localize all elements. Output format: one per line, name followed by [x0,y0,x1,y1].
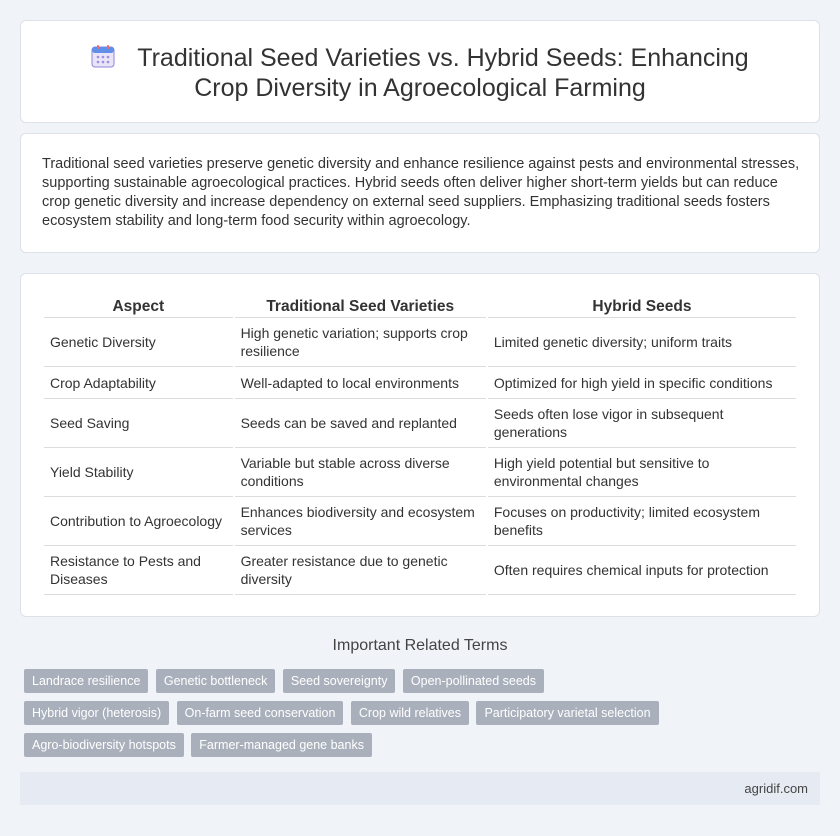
table-row [44,367,796,399]
tag-landrace-resilience[interactable]: Landrace resilience [24,669,148,693]
related-terms-list [24,669,684,765]
table-row [44,448,796,497]
table-cell: Seeds can be saved and replanted [235,399,486,448]
column-header-hybrid: Hybrid Seeds [488,296,796,318]
intro-card [20,133,820,253]
page-title-wrap [21,43,819,103]
calendar-icon [91,44,115,68]
comparison-table [42,296,798,595]
table-cell: High yield potential but sensitive to environmental changes [488,448,796,497]
table-cell: Optimized for high yield in specific conditions [488,367,796,399]
table-row [44,318,796,367]
tag-farmer-managed-gene-banks[interactable]: Farmer-managed gene banks [191,733,372,757]
tag-open-pollinated-seeds[interactable]: Open-pollinated seeds [403,669,544,693]
table-cell: Seed Saving [44,399,233,448]
tag-crop-wild-relatives[interactable]: Crop wild relatives [351,701,469,725]
intro-paragraph: Traditional seed varieties preserve genetic diversity and enhance resilience against pests and environmental stresses, supporting sustainable agroecological practices. Hybrid seeds often deliver higher short-term yields but can reduce crop genetic diversity and increase dependency on external seed suppliers. Emphasizing traditional seeds fosters ecosystem stability and long-term food security within agroecology. [42,156,800,229]
table-cell: Well-adapted to local environments [235,367,486,399]
tag-genetic-bottleneck[interactable]: Genetic bottleneck [156,669,276,693]
table-header-row [44,296,796,318]
column-header-traditional: Traditional Seed Varieties [235,296,486,318]
comparison-card [20,273,820,617]
table-row [44,399,796,448]
page-title: Traditional Seed Varieties vs. Hybrid Seeds: Enhancing Crop Diversity in Agroecological Farming [137,44,749,102]
table-row [44,497,796,546]
table-cell: Crop Adaptability [44,367,233,399]
table-row [44,546,796,595]
tag-on-farm-seed-conservation[interactable]: On-farm seed conservation [177,701,344,725]
tag-hybrid-vigor[interactable]: Hybrid vigor (heterosis) [24,701,169,725]
column-header-aspect: Aspect [44,296,233,318]
footer-site-link[interactable]: agridif.com [744,781,808,796]
table-cell: Genetic Diversity [44,318,233,367]
footer [20,772,820,805]
table-cell: Seeds often lose vigor in subsequent generations [488,399,796,448]
table-cell: Resistance to Pests and Diseases [44,546,233,595]
table-cell: Often requires chemical inputs for protection [488,546,796,595]
table-cell: Yield Stability [44,448,233,497]
related-terms-title: Important Related Terms [332,637,508,654]
table-cell: Greater resistance due to genetic diversity [235,546,486,595]
table-cell: High genetic variation; supports crop resilience [235,318,486,367]
table-cell: Contribution to Agroecology [44,497,233,546]
table-cell: Variable but stable across diverse conditions [235,448,486,497]
table-cell: Enhances biodiversity and ecosystem services [235,497,486,546]
tag-seed-sovereignty[interactable]: Seed sovereignty [283,669,396,693]
tag-agro-biodiversity-hotspots[interactable]: Agro-biodiversity hotspots [24,733,184,757]
tag-participatory-varietal-selection[interactable]: Participatory varietal selection [476,701,658,725]
table-cell: Limited genetic diversity; uniform traits [488,318,796,367]
title-card [20,20,820,123]
table-cell: Focuses on productivity; limited ecosystem benefits [488,497,796,546]
